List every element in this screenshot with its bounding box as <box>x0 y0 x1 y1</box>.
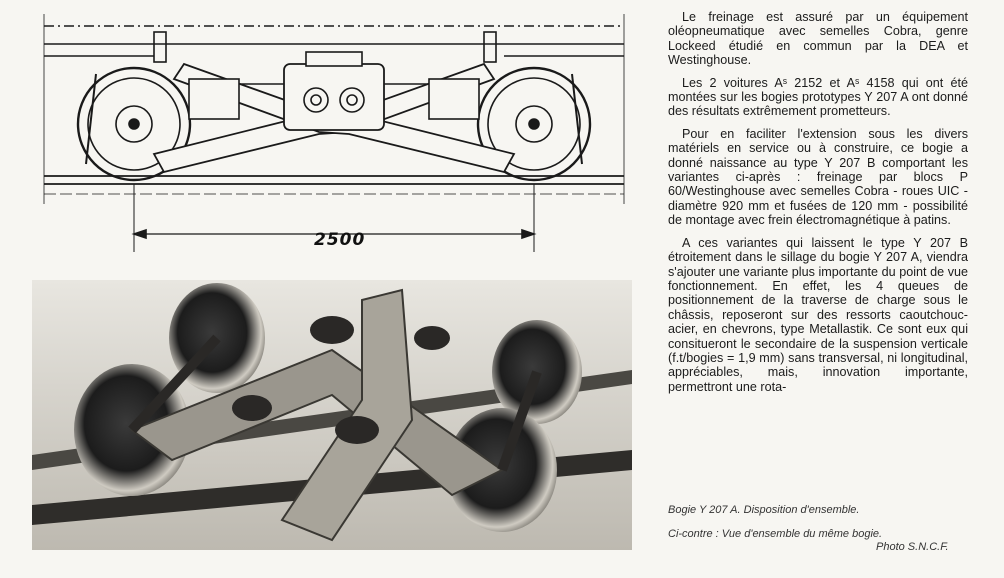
left-bracket <box>189 79 239 119</box>
body-support-right <box>484 32 496 62</box>
bogie-photograph <box>32 280 632 550</box>
bogie-drawing-svg <box>14 4 640 266</box>
body-support-left <box>154 32 166 62</box>
photo-spring-3 <box>232 395 272 421</box>
right-bracket <box>429 79 479 119</box>
article-text <box>668 10 968 402</box>
bogie-technical-drawing <box>14 4 640 266</box>
caption-photo: Ci-contre : Vue d'ensemble du même bogie. <box>668 528 883 540</box>
paragraph: Pour en faciliter l'extension sous les divers matériels en service ou à construire, ce bogie a donné naissance au type Y 207 B comportant les variantes ci-après : freinage par blocs P 60/Westinghouse avec semelles Cobra - roues UIC - diamètre 920 mm et fusées de 120 mm - possibilité de montage avec frein électromagnétique à patins. <box>668 126 968 228</box>
central-bolster <box>284 64 384 130</box>
photo-spring-2 <box>414 326 450 350</box>
photo-spring-1 <box>310 316 354 344</box>
left-axle-center <box>129 119 139 129</box>
photo-spring-4 <box>335 416 379 444</box>
pivot-block <box>306 52 362 66</box>
right-axle-center <box>529 119 539 129</box>
dimension-label: 2500 <box>314 230 366 250</box>
caption-drawing: Bogie Y 207 A. Disposition d'ensemble. <box>668 504 860 516</box>
paragraph: Les 2 voitures Aˢ 2152 et Aˢ 4158 qui ont été montées sur les bogies prototypes Y 207 A ont donné des résultats extrêmement prometteurs. <box>668 75 968 119</box>
paragraph: A ces variantes qui laissent le type Y 207 B étroitement dans le sillage du bogie Y 207 A, viendra s'ajouter une variante plus importante du point de vue fonctionnement. En effet, les 4 queues de positionnement de la traverse de charge sous le châssis, reposeront sur des ressorts caoutchouc-acier, en chevrons, type Metallastik. Ce sont eux qui consitueront le secondaire de la suspension verticale (f.t/bogies = 1,9 mm) sans transversal, ni longitudinal, appréciables, mais, innovation importante, permettront une rota- <box>668 235 968 394</box>
photo-credit: Photo S.N.C.F. <box>876 541 949 553</box>
paragraph: Le freinage est assuré par un équipement oléopneumatique avec semelles Cobra, genre Lockeed étudié en commun par la DEA et Westinghouse. <box>668 10 968 68</box>
bogie-photo-svg <box>32 280 632 550</box>
